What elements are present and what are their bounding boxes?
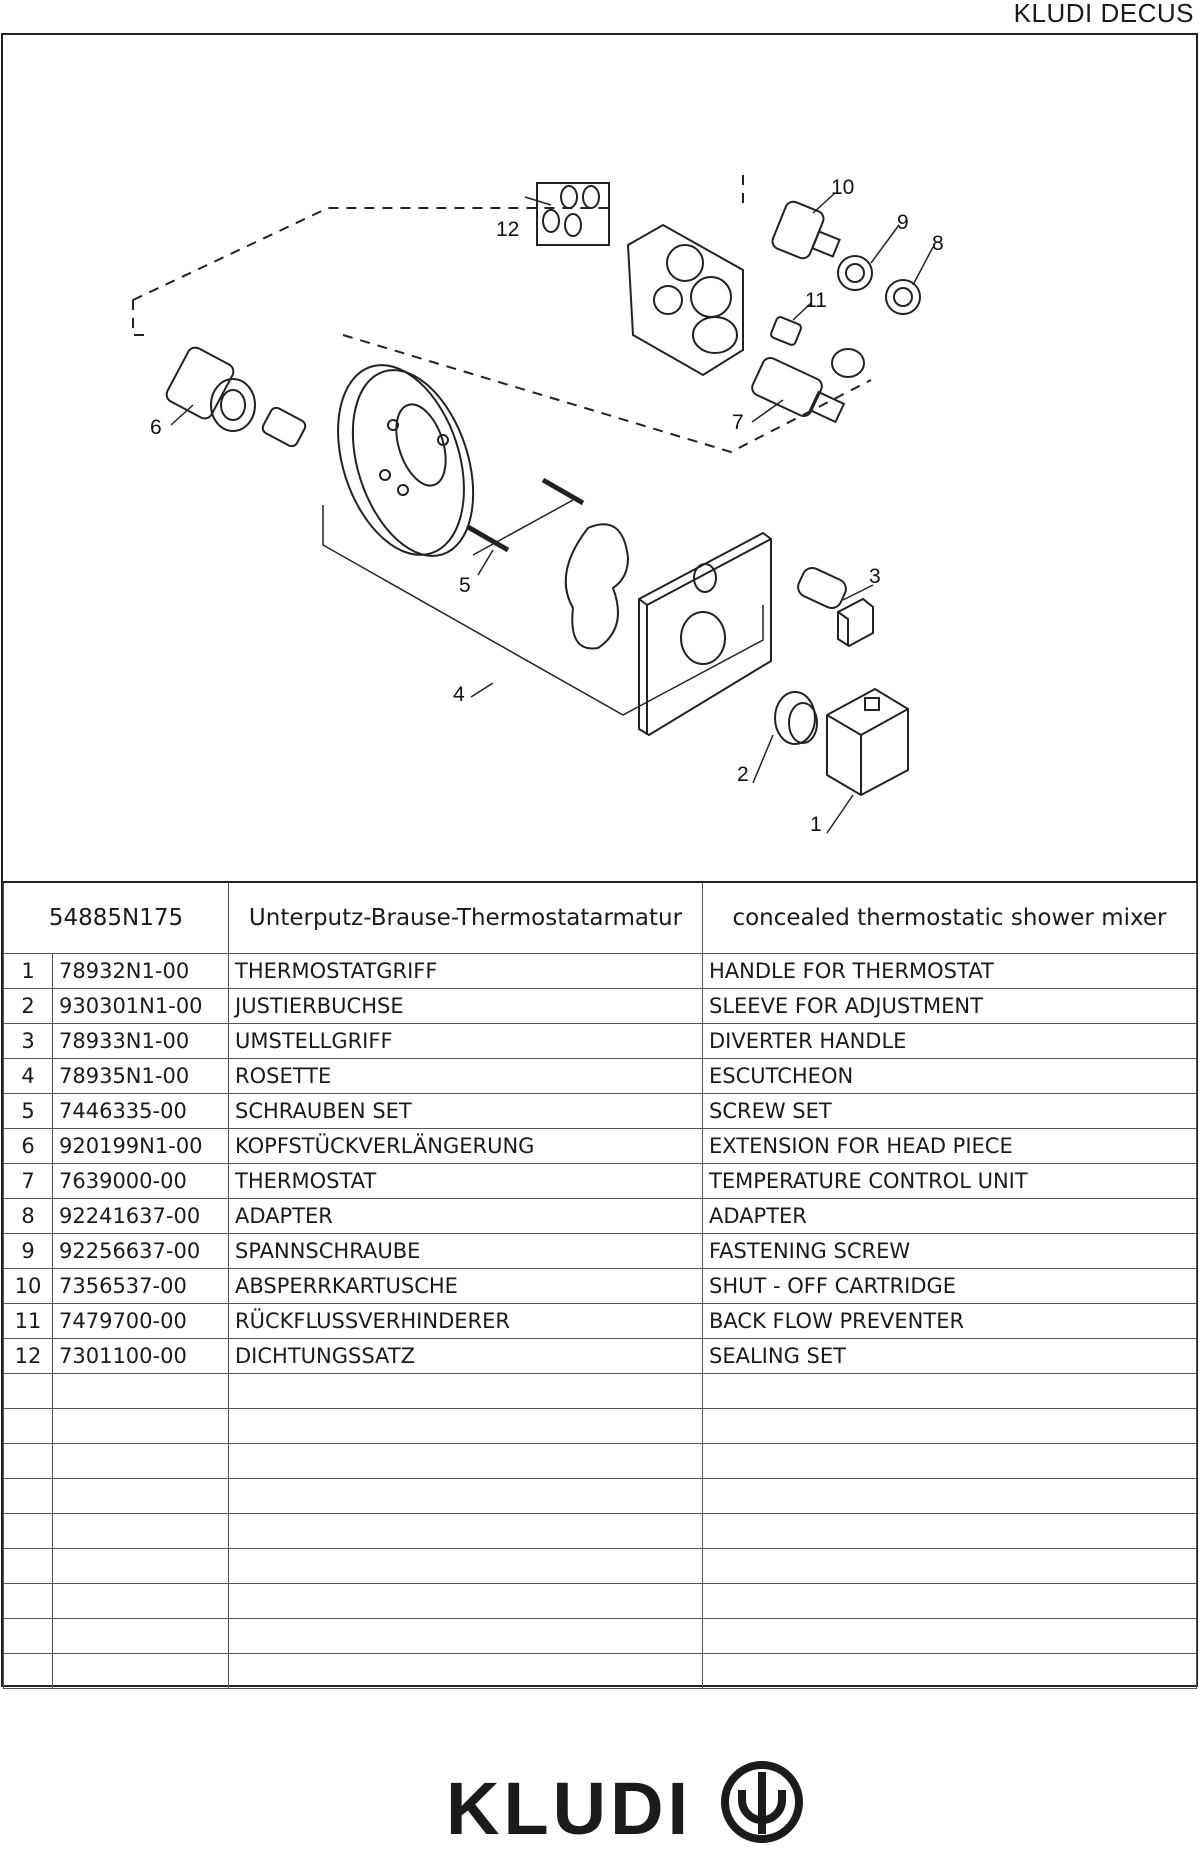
parts-table: [3, 881, 1197, 1689]
empty-cell: [229, 1444, 703, 1479]
empty-cell: [229, 1584, 703, 1619]
empty-cell: [703, 1584, 1197, 1619]
description-de-cell: ADAPTER: [229, 1199, 703, 1234]
description-de-cell: THERMOSTAT: [229, 1164, 703, 1199]
callout-12: 12: [496, 218, 520, 241]
empty-cell: [4, 1514, 53, 1549]
logo-wordmark: KLUDI: [446, 1767, 693, 1850]
description-en-cell: ADAPTER: [703, 1199, 1197, 1234]
empty-cell: [4, 1409, 53, 1444]
parts-table-header: [4, 882, 1197, 954]
model-number: 54885N175: [4, 882, 229, 954]
part-number-cell: 7301100-00: [53, 1339, 229, 1374]
valve-body-part: [628, 225, 743, 375]
callout-5: 5: [459, 574, 471, 597]
kludi-logo: [446, 1760, 826, 1850]
position-cell: 2: [4, 989, 53, 1024]
description-de-cell: RÜCKFLUSSVERHINDERER: [229, 1304, 703, 1339]
empty-cell: [703, 1514, 1197, 1549]
description-de-cell: KOPFSTÜCKVERLÄNGERUNG: [229, 1129, 703, 1164]
empty-cell: [53, 1619, 229, 1654]
empty-table-row: [4, 1654, 1197, 1689]
callout-3: 3: [869, 565, 881, 588]
callout-6: 6: [150, 416, 162, 439]
empty-table-row: [4, 1479, 1197, 1514]
description-de-cell: DICHTUNGSSATZ: [229, 1339, 703, 1374]
drawing-frame: [1, 33, 1198, 1687]
empty-cell: [229, 1409, 703, 1444]
position-cell: 12: [4, 1339, 53, 1374]
description-en-cell: SCREW SET: [703, 1094, 1197, 1129]
empty-table-row: [4, 1619, 1197, 1654]
empty-cell: [53, 1479, 229, 1514]
callout-1: 1: [810, 813, 822, 836]
part-number-cell: 92256637-00: [53, 1234, 229, 1269]
thermostat-cartridge-part: [750, 355, 844, 422]
description-en-cell: SLEEVE FOR ADJUSTMENT: [703, 989, 1197, 1024]
table-row: [4, 1059, 1197, 1094]
fastening-screw-part: [838, 256, 872, 290]
screw-set-part: [468, 480, 583, 550]
description-en-cell: EXTENSION FOR HEAD PIECE: [703, 1129, 1197, 1164]
empty-table-row: [4, 1409, 1197, 1444]
description-de-cell: UMSTELLGRIFF: [229, 1024, 703, 1059]
empty-table-row: [4, 1514, 1197, 1549]
position-cell: 4: [4, 1059, 53, 1094]
table-row: [4, 1199, 1197, 1234]
part-number-cell: 7446335-00: [53, 1094, 229, 1129]
part-number-cell: 7639000-00: [53, 1164, 229, 1199]
empty-cell: [703, 1444, 1197, 1479]
diverter-handle-part: [795, 565, 873, 646]
thermostat-handle-part: [827, 689, 908, 795]
part-number-cell: 78935N1-00: [53, 1059, 229, 1094]
cover-plate-part: [639, 533, 771, 735]
empty-cell: [4, 1374, 53, 1409]
part-number-cell: 78932N1-00: [53, 954, 229, 989]
table-row: [4, 1339, 1197, 1374]
table-row: [4, 989, 1197, 1024]
part-number-cell: 920199N1-00: [53, 1129, 229, 1164]
description-en-cell: HANDLE FOR THERMOSTAT: [703, 954, 1197, 989]
position-cell: 8: [4, 1199, 53, 1234]
empty-cell: [4, 1444, 53, 1479]
callout-9: 9: [897, 211, 909, 234]
sealing-set-part: [537, 183, 609, 245]
description-de-cell: ABSPERRKARTUSCHE: [229, 1269, 703, 1304]
product-name-en: concealed thermostatic shower mixer: [703, 882, 1197, 954]
part-number-cell: 92241637-00: [53, 1199, 229, 1234]
empty-cell: [53, 1654, 229, 1689]
description-en-cell: DIVERTER HANDLE: [703, 1024, 1197, 1059]
position-cell: 5: [4, 1094, 53, 1129]
empty-cell: [229, 1374, 703, 1409]
empty-table-row: [4, 1444, 1197, 1479]
empty-cell: [4, 1619, 53, 1654]
empty-cell: [229, 1479, 703, 1514]
extension-head-piece-part: [164, 345, 308, 449]
product-name-de: Unterputz-Brause-Thermostatarmatur: [229, 882, 703, 954]
table-row: [4, 1164, 1197, 1199]
callout-10: 10: [831, 176, 855, 199]
empty-cell: [4, 1654, 53, 1689]
empty-cell: [229, 1549, 703, 1584]
callout-2: 2: [737, 763, 749, 786]
position-cell: 6: [4, 1129, 53, 1164]
table-row: [4, 954, 1197, 989]
position-cell: 11: [4, 1304, 53, 1339]
backflow-preventer-part: [770, 316, 802, 346]
empty-cell: [53, 1374, 229, 1409]
empty-table-row: [4, 1584, 1197, 1619]
table-row: [4, 1129, 1197, 1164]
position-cell: 1: [4, 954, 53, 989]
position-cell: 7: [4, 1164, 53, 1199]
callout-8: 8: [932, 232, 944, 255]
part-number-cell: 7356537-00: [53, 1269, 229, 1304]
empty-cell: [53, 1549, 229, 1584]
empty-cell: [703, 1549, 1197, 1584]
empty-cell: [53, 1584, 229, 1619]
table-row: [4, 1304, 1197, 1339]
description-de-cell: SPANNSCHRAUBE: [229, 1234, 703, 1269]
rosette-part: [316, 349, 495, 571]
table-row: [4, 1234, 1197, 1269]
table-row: [4, 1094, 1197, 1129]
description-de-cell: THERMOSTATGRIFF: [229, 954, 703, 989]
table-row: [4, 1269, 1197, 1304]
empty-cell: [229, 1514, 703, 1549]
adjustment-sleeve-part: [775, 692, 817, 744]
empty-cell: [229, 1619, 703, 1654]
empty-cell: [53, 1409, 229, 1444]
empty-cell: [4, 1549, 53, 1584]
empty-cell: [4, 1584, 53, 1619]
callout-4: 4: [453, 683, 465, 706]
kludi-trident-icon: [720, 1760, 804, 1844]
position-cell: 10: [4, 1269, 53, 1304]
description-de-cell: SCHRAUBEN SET: [229, 1094, 703, 1129]
description-de-cell: JUSTIERBUCHSE: [229, 989, 703, 1024]
callout-7: 7: [732, 411, 744, 434]
empty-cell: [703, 1654, 1197, 1689]
description-en-cell: SEALING SET: [703, 1339, 1197, 1374]
description-en-cell: BACK FLOW PREVENTER: [703, 1304, 1197, 1339]
shutoff-cartridge-part: [770, 199, 839, 260]
table-row: [4, 1024, 1197, 1059]
description-en-cell: TEMPERATURE CONTROL UNIT: [703, 1164, 1197, 1199]
adapter-part: [886, 280, 920, 314]
callout-11: 11: [805, 289, 827, 312]
description-en-cell: ESCUTCHEON: [703, 1059, 1197, 1094]
part-number-cell: 930301N1-00: [53, 989, 229, 1024]
empty-cell: [53, 1444, 229, 1479]
document-title: KLUDI DECUS: [1013, 0, 1194, 28]
part-number-cell: 7479700-00: [53, 1304, 229, 1339]
description-de-cell: ROSETTE: [229, 1059, 703, 1094]
empty-cell: [703, 1374, 1197, 1409]
empty-cell: [703, 1619, 1197, 1654]
description-en-cell: SHUT - OFF CARTRIDGE: [703, 1269, 1197, 1304]
empty-table-row: [4, 1549, 1197, 1584]
position-cell: 9: [4, 1234, 53, 1269]
exploded-view-drawing: [3, 35, 1196, 881]
empty-cell: [4, 1479, 53, 1514]
empty-table-row: [4, 1374, 1197, 1409]
empty-cell: [703, 1409, 1197, 1444]
empty-cell: [703, 1479, 1197, 1514]
part-number-cell: 78933N1-00: [53, 1024, 229, 1059]
position-cell: 3: [4, 1024, 53, 1059]
description-en-cell: FASTENING SCREW: [703, 1234, 1197, 1269]
empty-cell: [53, 1514, 229, 1549]
empty-cell: [229, 1654, 703, 1689]
